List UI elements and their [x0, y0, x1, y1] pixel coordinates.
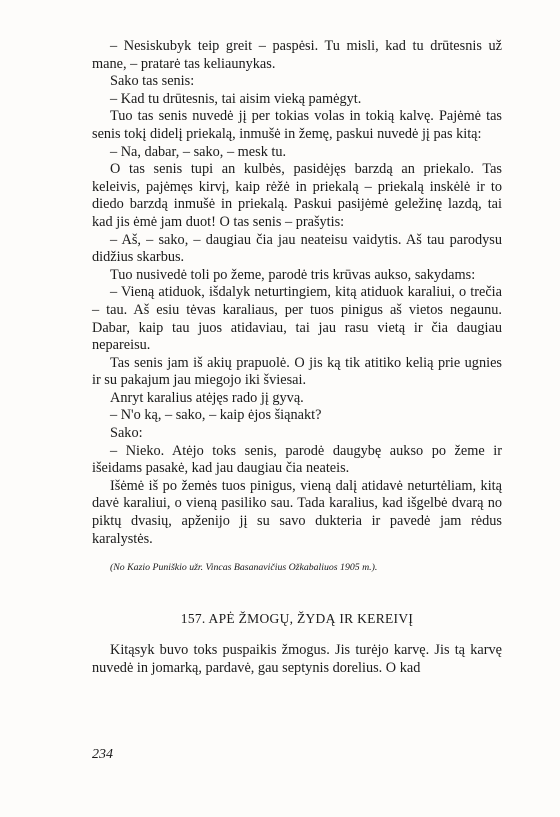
next-story-text — [92, 642, 502, 677]
paragraph: Tuo tas senis nuvedė jį per tokias volas in tokią kalvę. Pajėmė tas senis tokį didelį priekalą, inmušė in žemę, paskui nuvedė jį pas kitą: — [92, 108, 502, 142]
paragraph: O tas senis tupi an kulbės, pasidėjęs barzdą an priekalo. Tas keleivis, pajėmęs kirvį, kaip rėžė in priekalą – priekalą inskėlė ir to diedo barzdą inmušė in priekalą. Paskui pasijėmė geležinę lazdą, tai kad jis ėmė jam duot! O tas senis – prašytis: — [92, 161, 502, 230]
paragraph: – Aš, – sako, – daugiau čia jau neateisu vaidytis. Aš tau parodysu didžius skarbus. — [92, 231, 502, 266]
paragraph: – Nesiskubyk teip greit – paspėsi. Tu misli, kad tu drūtesnis už mane, – pratarė tas keliaunykas. — [92, 38, 502, 72]
paragraph: – N'o ką, – sako, – kaip ėjos šiąnakt? — [110, 407, 322, 424]
paragraph: – Vieną atiduok, išdalyk neturtingiem, kitą atiduok karaliui, o trečia – tau. Aš esiu tėvas karaliaus, per tuos pinigus aš vietos negaunu. Dabar, kaip tau juos atidaviau, tai jau rasu vietą ir čia daugiau nepareisu. — [92, 284, 502, 354]
paragraph: Tas senis jam iš akių prapuolė. O jis ką tik atitiko kelią prie ugnies ir su pakajum jau miegojo iki šviesai. — [92, 354, 502, 389]
source-note: (No Kazio Puniškio užr. Vincas Basanavičius Ožkabaliuos 1905 m.). — [110, 562, 378, 574]
paragraph: Tuo nusivedė toli po žeme, parodė tris krūvas aukso, sakydams: — [110, 266, 476, 283]
paragraph: – Na, dabar, – sako, – mesk tu. — [110, 143, 287, 160]
paragraph: Sako: — [110, 425, 143, 442]
paragraph: Sako tas senis: — [110, 73, 195, 90]
paragraph: – Nieko. Atėjo toks senis, parodė daugybę aukso po žeme ir išeidams pasakė, kad jau daugiau čia neateis. — [92, 442, 502, 477]
section-heading: 157. APĖ ŽMOGŲ, ŽYDĄ IR KEREIVĮ — [180, 611, 414, 627]
paragraph: Anryt karalius atėjęs rado jį gyvą. — [110, 389, 304, 406]
paragraph: Kitąsyk buvo toks puspaikis žmogus. Jis turėjo karvę. Jis tą karvę nuvedė in jomarką, pardavė, gau septynis dorelius. O kad — [92, 642, 502, 676]
story-text — [92, 38, 502, 548]
page-number: 234 — [92, 747, 113, 762]
paragraph: Išėmė iš po žemės tuos pinigus, vieną dalį atidavė neturtėliam, kitą davė karaliui, o vieną pasiliko sau. Tada karalius, kad išgelbė dvarą no piktų dvasių, apženijo jį su savo dukteria ir pavedė jam rėdus karalystės. — [92, 477, 502, 547]
paragraph: – Kad tu drūtesnis, tai aisim vieką pamėgyt. — [110, 90, 362, 107]
